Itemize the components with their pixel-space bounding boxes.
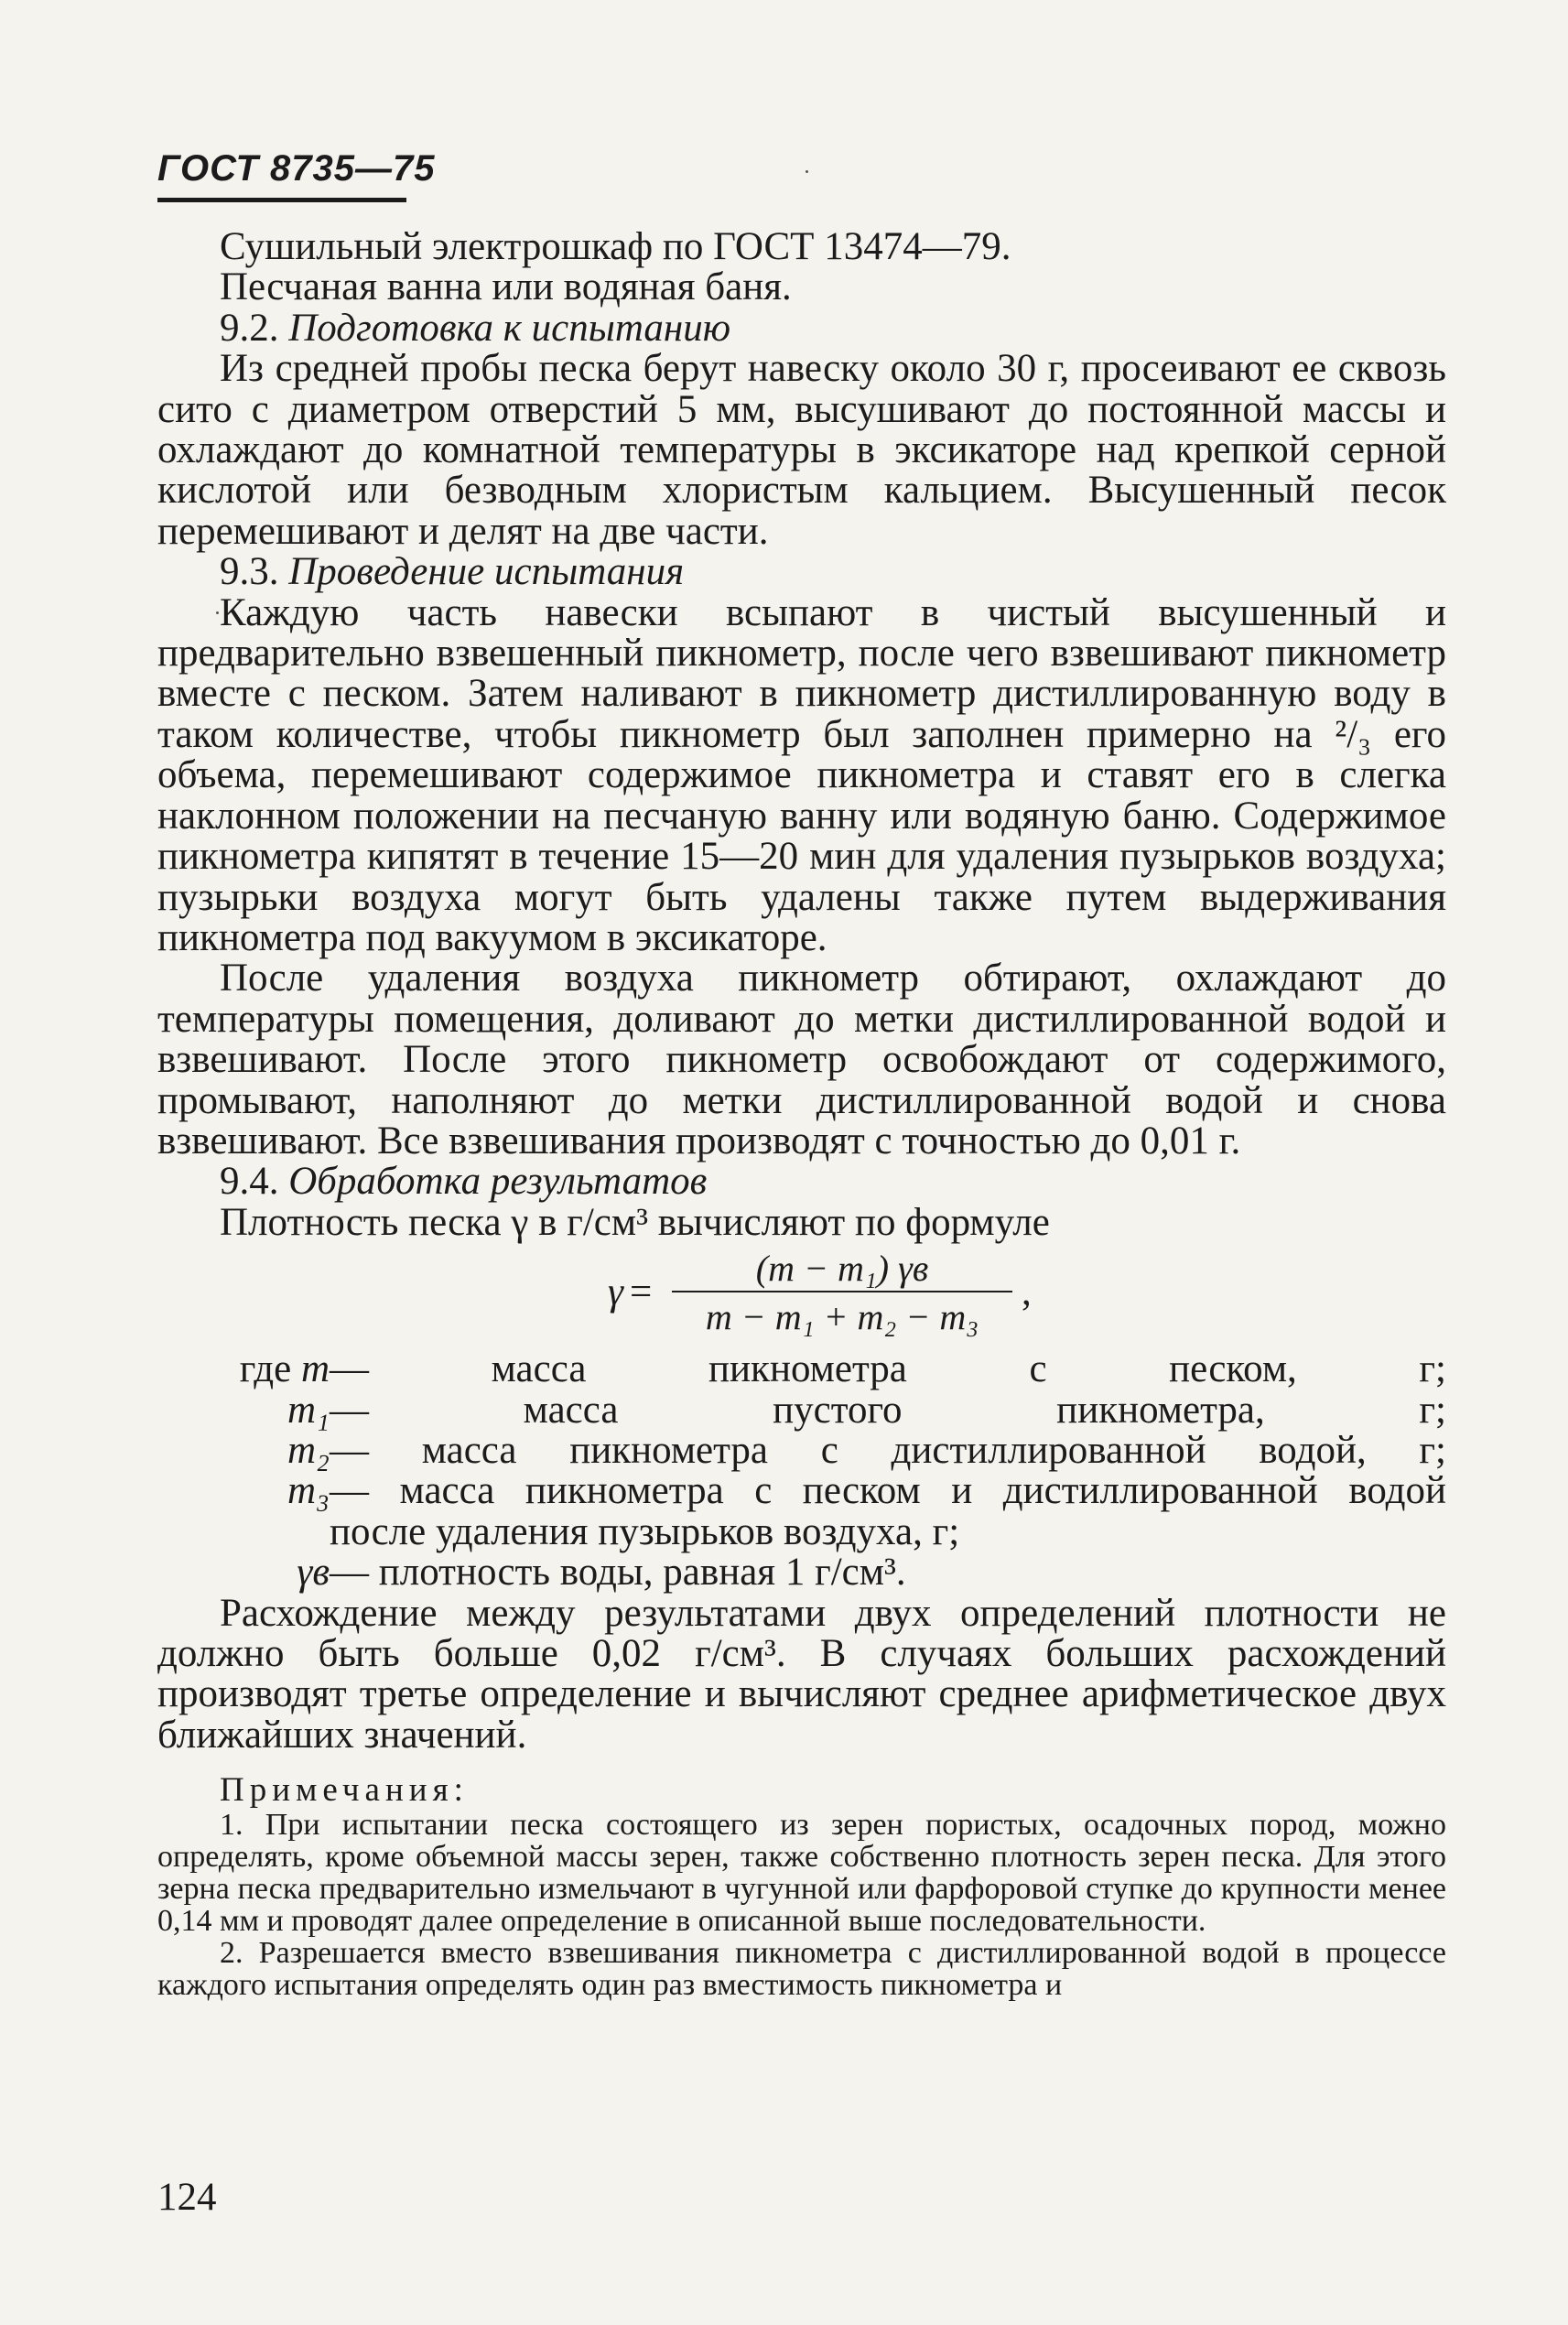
section-9-3-title: Проведение испытания: [288, 550, 685, 594]
section-9-2-heading: [157, 308, 1446, 349]
formula-lhs: γ: [608, 1271, 623, 1314]
formula-numerator: (m − m₁) γв: [755, 1248, 929, 1290]
definition-row: [157, 1390, 1446, 1431]
formula-denominator: m − m₁ + m₂ − m₃: [705, 1296, 979, 1338]
formula-comma: ,: [1022, 1271, 1032, 1314]
header-rule: [157, 198, 406, 202]
definition-row: [157, 1552, 1446, 1593]
section-9-3-heading: [157, 552, 1446, 592]
symbol-m: m: [300, 1347, 330, 1391]
note-2: 2. Разрешается вместо взвешивания пикнометра с дистиллированной водой в процессе каждого испытания определять один раз вместимость пикнометра и: [157, 1936, 1446, 2003]
definition-text: — масса пикнометра с песком и дистиллированной водой: [330, 1469, 1446, 1513]
variable-definitions: [157, 1349, 1446, 1593]
symbol-m2: m₂: [287, 1428, 330, 1472]
definition-row: [157, 1471, 1446, 1511]
page-number: 124: [157, 2176, 217, 2219]
section-9-4-intro: Плотность песка γ в г/см³ вычисляют по формуле: [220, 1200, 1050, 1244]
section-9-3-number: 9.3.: [220, 550, 279, 594]
notes-title: Примечания:: [220, 1771, 469, 1810]
section-9-4-number: 9.4.: [220, 1160, 279, 1204]
section-9-4-heading: [157, 1162, 1446, 1202]
section-9-3-paragraph-1: Каждую часть навески всыпают в чистый высушенный и предварительно взвешенный пикнометр, после чего взвешивают пикнометр вместе с песком. Затем наливают в пикнометр дистиллированную воду в таком количестве, чтобы пикнометр был заполнен примерно на ²/₃ его объема, перемешивают содержимое пикнометра и ставят его в слегка наклонном положении на песчаную ванну или водяную баню. Содержимое пикнометра кипятят в течение 15—20 мин для удаления пузырьков воздуха; пузырьки воздуха могут быть удалены также путем выдерживания пикнометра под вакуумом в эксикаторе.: [157, 590, 1446, 959]
section-9-2-title: Подготовка к испытанию: [288, 306, 731, 350]
note-1: 1. При испытании песка состоящего из зерен пористых, осадочных пород, можно определять, кроме объемной массы зерен, также собственно плотность зерен песка. Для этого зерна песка предварительно измельчают в чугунной или фарфоровой ступке до крупности менее 0,14 мм и проводят далее определение в описанной выше последовательности.: [157, 1808, 1446, 1939]
scan-speck: [216, 611, 219, 614]
formula-fraction: [668, 1247, 1016, 1338]
intro-line-2: Песчаная ванна или водяная баня.: [220, 265, 792, 309]
definition-symbol: [157, 1349, 330, 1390]
definition-text: — масса пустого пикнометра, г;: [330, 1388, 1446, 1432]
definition-row: [157, 1428, 1446, 1472]
section-9-2-text: Из средней пробы песка берут навеску около 30 г, просеивают ее сквозь сито с диаметром отверстий 5 мм, высушивают до постоянной массы и охлаждают до комнатной температуры в эксикаторе над крепкой серной кислотой или безводным хлористым кальцием. Высушенный песок перемешивают и делят на две части.: [157, 347, 1446, 553]
formula-equals: =: [630, 1271, 653, 1314]
definition-text: — масса пикнометра с песком, г;: [330, 1347, 1446, 1391]
definitions-lead-word: где: [239, 1347, 292, 1391]
document-header: ГОСТ 8735—75: [157, 148, 436, 189]
symbol-m1: m₁: [287, 1388, 330, 1432]
intro-line-1: Сушильный электрошкаф по ГОСТ 13474—79.: [220, 225, 1011, 268]
document-body: [157, 227, 1446, 2001]
definition-text: — плотность воды, равная 1 г/см³.: [330, 1551, 906, 1595]
definition-continuation: после удаления пузырьков воздуха, г;: [330, 1509, 960, 1553]
definition-row: [157, 1349, 1446, 1390]
scan-speck: [806, 170, 808, 173]
section-9-4-conclusion: Расхождение между результатами двух определений плотности не должно быть больше 0,02 г/см³. В случаях больших расхождений производят третье определение и вычисляют среднее арифметическое двух ближайших значений.: [157, 1591, 1446, 1757]
section-9-2-number: 9.2.: [220, 306, 279, 350]
density-formula: [157, 1247, 1446, 1346]
symbol-gamma-water: γв: [297, 1551, 330, 1595]
symbol-m3: m₃: [287, 1469, 330, 1513]
definition-text: — масса пикнометра с дистиллированной водой, г;: [330, 1428, 1446, 1472]
section-9-3-paragraph-2: После удаления воздуха пикнометр обтирают, охлаждают до температуры помещения, доливают до метки дистиллированной водой и взвешивают. После этого пикнометр освобождают от содержимого, промывают, наполняют до метки дистиллированной водой и снова взвешивают. Все взвешивания производят с точностью до 0,01 г.: [157, 957, 1446, 1162]
section-9-4-title: Обработка результатов: [288, 1160, 708, 1204]
